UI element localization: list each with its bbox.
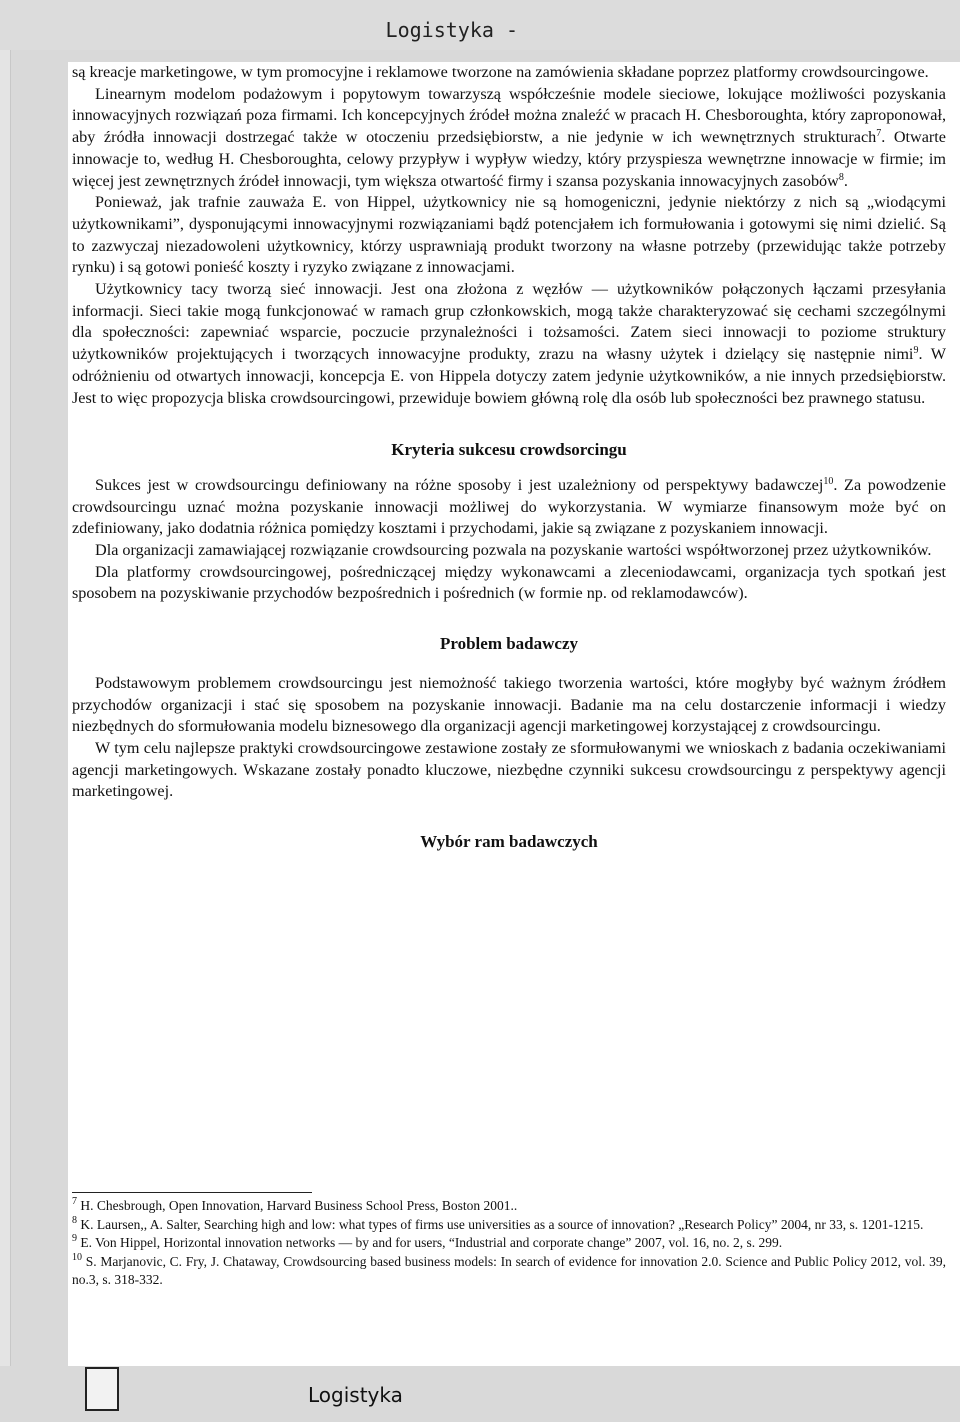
paragraph: Użytkownicy tacy tworzą sieć innowacji. Jest ona złożona z węzłów — użytkowników połączonych łączami przesyłania informacji. Sieci takie mogą funkcjonować w ramach grup członkowskich, mogą także charakteryzować się cechami szczególnymi dla społeczności: zapewniać wsparcie, poczucie przynależności i tożsamości. Zatem sieci innowacji to poziome struktury użytkowników projektujących i tworzących innowacyjne produkty, zrazu na własny użytek i dzielący się następnie nimi$^9$. W odróżnieniu od otwartych innowacji, koncepcja E. von Hippela dotyczy zatem jedynie użytkowników, a nie innych przedsiębiorstw. Jest to więc propozycja bliska crowdsourcingowi, przewiduje bowiem główną rolę dla osób lub społeczności bez prawnego statusu.: [72, 280, 946, 407]
paragraph: W tym celu najlepsze praktyki crowdsourcingowe zestawione zostały ze sformułowanymi we wnioskach z badania oczekiwaniami agencji marketingowych. Wskazane zostały ponadto kluczowe, niezbędne czynniki sukcesu crowdsourcingu z perspektywy agencji marketingowej.: [72, 738, 946, 801]
paragraph: Dla platformy crowdsourcingowej, pośredniczącej między wykonawcami a zleceniodawcami, organizacja tych spotkań jest sposobem na pozyskiwanie przychodów bezpośrednich i pośrednich (w formie np. od reklamodawców).: [72, 562, 946, 603]
footnote-divider: [72, 1192, 312, 1193]
left-margin-strip: [0, 50, 11, 1372]
footnote-ref[interactable]: 8: [838, 171, 844, 183]
page-number-box: [85, 1367, 119, 1411]
section-heading: Wybór ram badawczych: [420, 832, 598, 852]
footnote-ref[interactable]: 10: [823, 475, 834, 487]
header-bar: [0, 0, 960, 50]
page: [68, 62, 960, 1366]
footnote: $^9$ E. Von Hippel, Horizontal innovation networks — by and for users, “Industrial and corporate change” 2007, vol. 16, no. 2, s. 299.: [72, 1233, 783, 1250]
footer-bar: [0, 1366, 960, 1422]
paragraph: Dla organizacji zamawiającej rozwiązanie crowdsourcing pozwala na pozyskanie wartości współtworzonej przez użytkowników.: [95, 541, 932, 560]
section-heading: Kryteria sukcesu crowdsorcingu: [391, 440, 627, 460]
footnote: $^{10}$ S. Marjanovic, C. Fry, J. Chataway, Crowdsourcing based business models: In search of evidence for innovation 2.0. Science and Public Policy 2012, vol. 39, no.3, s. 318-332.: [72, 1251, 947, 1287]
footer-brand: Logistyka: [308, 1383, 403, 1407]
footnotes: [72, 1192, 946, 1290]
journal-title: Logistyka -: [385, 18, 518, 42]
footnote: $^8$ K. Laursen,, A. Salter, Searching high and low: what types of firms use universities as a source of innovation? „Research Policy” 2004, nr 33, s. 1201-1215.: [72, 1214, 924, 1232]
footnote-ref[interactable]: 9: [913, 345, 919, 357]
article-body: [72, 62, 946, 853]
paragraph: Ponieważ, jak trafnie zauważa E. von Hippel, użytkownicy nie są homogeniczni, jedynie niektórzy z nich są „wiodącymi użytkownikami”, dysponującymi innowacyjnymi rozwiązaniami bądź potencjałem ich formułowania i gotowymi się nimi dzielić. Są to zazwyczaj niezadowoleni użytkownicy, którzy usprawniają produkt tworzony na własne potrzeby (przewidując także potrzeby rynku) i są gotowi ponieść koszty i ryzyko związane z innowacjami.: [72, 193, 946, 277]
paragraph: Podstawowym problemem crowdsourcingu jest niemożność takiego tworzenia wartości, które mogłyby być ważnym źródłem przychodów organizacji i stać się sposobem na pozyskanie innowacji. Badanie ma na celu dostarczenie informacji i wiedzy niezbędnych do sformułowania modelu biznesowego dla organizacji agencji marketingowej korzystającej z crowdsourcingu.: [72, 673, 946, 736]
paragraph: Linearnym modelom podażowym i popytowym towarzyszą współcześnie modele sieciowe, lokujące możliwości pozyskania innowacyjnych rozwiązań poza firmami. Ich koncepcyjnych źródeł można znaleźć w pracach H. Chesboroughta, który zaproponował, aby źródła innowacji dostrzegać także w otoczeniu przedsiębiorstw, a nie jedynie w ich wewnętrznych strukturach$^7$. Otwarte innowacje to, według H. Chesboroughta, celowy przypływ i wypływ wiedzy, który przyspiesza wewnętrzne innowacje w firmie; im więcej jest zewnętrznych źródeł innowacji, tym większa otwartość firmy i szansa pozyskania innowacyjnych zasobów$^8$.: [72, 84, 946, 190]
footnote: $^7$ H. Chesbrough, Open Innovation, Harvard Business School Press, Boston 2001..: [72, 1196, 518, 1213]
paragraph: są kreacje marketingowe, w tym promocyjne i reklamowe tworzone na zamówienia składane poprzez platformy crowdsourcingowe.: [72, 63, 929, 81]
paragraph: Sukces jest w crowdsourcingu definiowany na różne sposoby i jest uzależniony od perspektywy badawczej$^{10}$. Za powodzenie crowdsourcingu uznać można pozyskanie innowacji możliwej do wykorzystania. W wymiarze finansowym może być on zdefiniowany, jako dodatnia różnica pomiędzy kosztami i przychodami, jakie są związane z pozyskaniem innowacji.: [72, 475, 946, 538]
section-heading: Problem badawczy: [439, 634, 579, 654]
footnote-ref[interactable]: 7: [876, 128, 882, 140]
